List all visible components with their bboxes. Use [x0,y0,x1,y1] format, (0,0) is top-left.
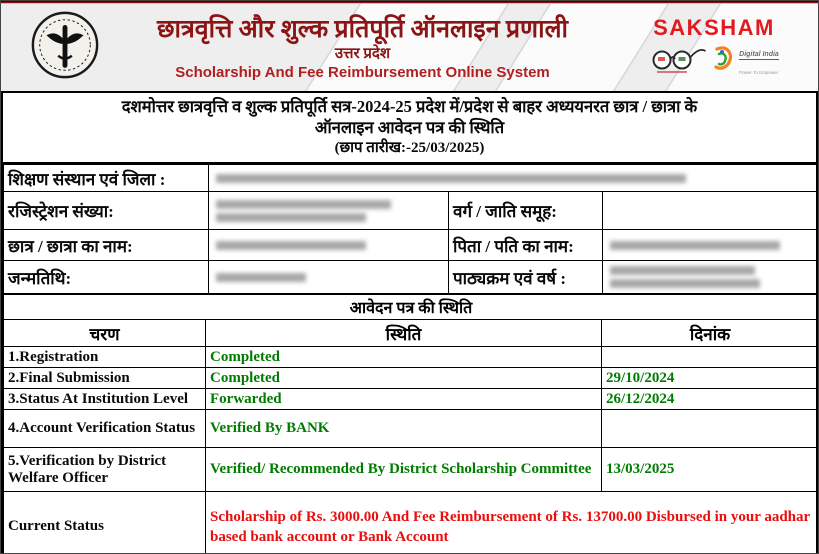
applicant-details-table [3,164,819,294]
date-cell: 13/03/2025 [602,448,819,492]
category-value [603,192,819,230]
portal-title-hindi: छात्रवृत्ति और शुल्क प्रतिपूर्ति ऑनलाइन प्रणाली [156,16,569,43]
table-row [4,165,819,192]
status-cell: Verified By BANK [206,410,602,448]
date-cell [602,347,819,368]
table-section-header [4,295,819,320]
redacted-value [216,241,366,250]
current-status-row [4,492,819,554]
status-cell: Completed [206,368,602,389]
table-row [4,230,819,261]
column-header-stage: चरण [4,320,206,347]
status-document [1,91,818,554]
category-label: वर्ग / जाति समूह: [449,192,603,230]
digital-india-swirl-icon [713,45,733,76]
header-titles [101,15,624,82]
state-name: उत्तर प्रदेश [334,46,391,62]
father-name-value [603,230,819,261]
redacted-value [610,241,780,250]
digital-india-wordmark [739,43,779,79]
redacted-value [216,174,686,183]
registration-number-label: रजिस्ट्रेशन संख्या: [4,192,209,230]
up-government-emblem-icon [29,9,101,86]
dob-label: जन्मतिथि: [4,261,209,294]
redacted-value [216,200,391,209]
notice-line-1: दशमोत्तर छात्रवृत्ति व शुल्क प्रतिपूर्ति सत्र-2024-25 प्रदेश में/प्रदेश से बाहर अध्ययनरत छात्र / छात्रा के [121,97,698,116]
saksham-logo-text: SAKSHAM [653,15,775,40]
student-name-value [209,230,449,261]
date-cell: 29/10/2024 [602,368,819,389]
current-status-label: Current Status [4,492,206,554]
status-cell: Forwarded [206,389,602,410]
column-header-status: स्थिति [206,320,602,347]
table-row [4,192,819,230]
stage-cell: 1.Registration [4,347,206,368]
header-logos [624,16,804,79]
current-status-message: Scholarship of Rs. 3000.00 And Fee Reimbursement of Rs. 13700.00 Disbursed in your aadhar based bank account or Bank Account [206,492,819,554]
table-row [4,347,819,368]
stage-cell: 5.Verification by District Welfare Officer [4,448,206,492]
dob-value [209,261,449,294]
date-cell [602,410,819,448]
notice-line-2: ऑनलाइन आवेदन पत्र की स्थिति [314,118,505,137]
stage-cell: 4.Account Verification Status [4,410,206,448]
stage-cell: 2.Final Submission [4,368,206,389]
digital-india-tagline: Power To Empower [739,69,779,75]
spectacles-icon [649,42,707,79]
status-section-title: आवेदन पत्र की स्थिति [4,295,819,320]
institution-value [209,165,819,192]
print-date: (छाप तारीख:-25/03/2025) [334,140,485,156]
father-name-label: पिता / पति का नाम: [449,230,603,261]
redacted-value [216,213,366,222]
status-cell: Completed [206,347,602,368]
table-row [4,448,819,492]
application-status-table [3,294,819,554]
portal-header [1,4,818,91]
status-cell: Verified/ Recommended By District Scholarship Committee [206,448,602,492]
notice-banner [3,93,816,164]
column-header-date: दिनांक [602,320,819,347]
registration-number-value [209,192,449,230]
institution-label: शिक्षण संस्थान एवं जिला : [4,165,209,192]
stage-cell: 3.Status At Institution Level [4,389,206,410]
redacted-value [216,273,306,282]
table-row [4,368,819,389]
date-cell: 26/12/2024 [602,389,819,410]
table-row [4,261,819,294]
student-name-label: छात्र / छात्रा का नाम: [4,230,209,261]
table-row [4,389,819,410]
digital-india-label: Digital India [739,50,779,58]
course-value [603,261,819,294]
redacted-value [610,266,755,275]
course-label: पाठ्यक्रम एवं वर्ष : [449,261,603,294]
redacted-value [610,279,760,288]
table-header-row [4,320,819,347]
table-row [4,410,819,448]
portal-title-english: Scholarship And Fee Reimbursement Online System [175,64,550,81]
